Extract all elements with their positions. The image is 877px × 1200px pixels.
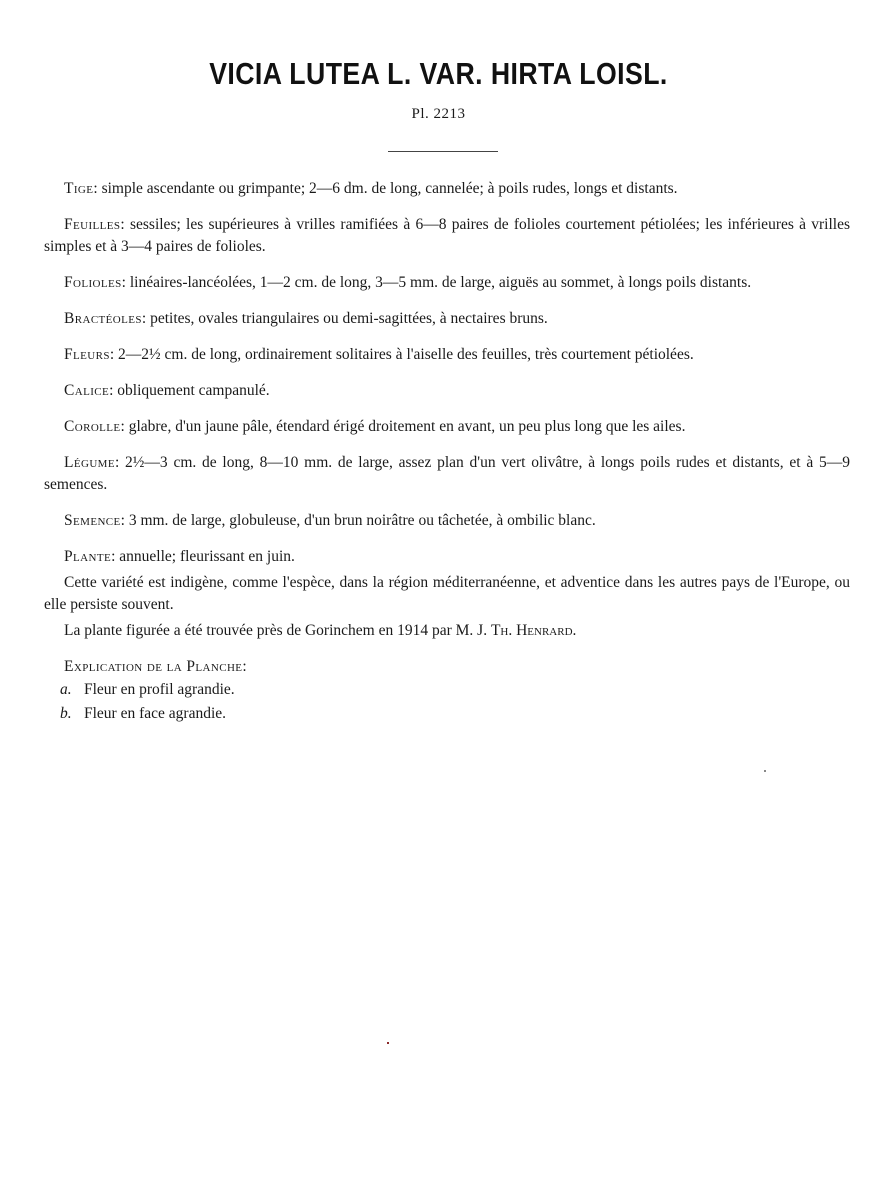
entry-text: : sessiles; les supérieures à vrilles ramifiées à 6—8 paires de folioles courtement pétiolées; les inférieures à vrilles simples et à 3—4 paires de folioles. bbox=[44, 216, 850, 255]
figure-item-b bbox=[44, 702, 850, 726]
figure-letter: a. bbox=[60, 681, 72, 698]
entry-text: : 3 mm. de large, globuleuse, d'un brun noirâtre ou tâchetée, à ombilic blanc. bbox=[120, 512, 596, 529]
entry-label: Corolle bbox=[64, 418, 121, 435]
entry-legume bbox=[44, 452, 850, 496]
entry-text: : glabre, d'un jaune pâle, étendard érigé droitement en avant, un peu plus long que les ailes. bbox=[120, 418, 686, 435]
entry-fleurs bbox=[44, 344, 850, 366]
plate-number: Pl. 2213 bbox=[411, 106, 466, 122]
entry-feuilles bbox=[44, 214, 850, 258]
entry-text: : annuelle; fleurissant en juin. bbox=[111, 548, 295, 565]
entry-label: Plante bbox=[64, 548, 112, 565]
entry-label: Calice bbox=[64, 382, 110, 399]
collector-name: Th. Henrard bbox=[490, 622, 573, 639]
paper-speck bbox=[764, 770, 766, 772]
entry-label: Folioles bbox=[64, 274, 122, 291]
entry-label: Légume bbox=[64, 454, 115, 471]
entry-tige bbox=[44, 178, 850, 200]
entry-calice bbox=[44, 380, 850, 402]
entry-label: Feuilles bbox=[64, 216, 121, 233]
entry-text: : linéaires-lancéolées, 1—2 cm. de long, 3—5 mm. de large, aiguës au sommet, à longs poils distants. bbox=[121, 274, 752, 291]
figure-caption: Fleur en profil agrandie. bbox=[84, 681, 235, 698]
description-body bbox=[44, 178, 850, 726]
entry-plante bbox=[44, 546, 850, 568]
paper-speck bbox=[387, 1042, 389, 1044]
explication-heading-text: Explication de la Planche bbox=[64, 658, 243, 675]
entry-label: Semence bbox=[64, 512, 121, 529]
collection-end: . bbox=[572, 622, 577, 639]
explication-heading bbox=[44, 656, 850, 678]
collection-text: La plante figurée a été trouvée près de Gorinchem en 1914 par M. J. bbox=[64, 622, 491, 639]
title-divider bbox=[388, 151, 498, 152]
entry-text: : petites, ovales triangulaires ou demi-sagittées, à nectaires bruns. bbox=[141, 310, 548, 327]
entry-text: : simple ascendante ou grimpante; 2—6 dm. de long, cannelée; à poils rudes, longs et distants. bbox=[93, 180, 678, 197]
page-title: VICIA LUTEA L. VAR. HIRTA LOISL. bbox=[209, 56, 668, 91]
entry-folioles bbox=[44, 272, 850, 294]
note-collection bbox=[44, 620, 850, 642]
entry-text: : obliquement campanulé. bbox=[109, 382, 270, 399]
entry-semence bbox=[44, 510, 850, 532]
entry-text: : 2½—3 cm. de long, 8—10 mm. de large, assez plan d'un vert olivâtre, à longs poils rudes et distants, et à 5—9 semences. bbox=[44, 454, 850, 493]
figure-letter: b. bbox=[60, 705, 72, 722]
entry-bracteoles bbox=[44, 308, 850, 330]
note-distribution: Cette variété est indigène, comme l'espèce, dans la région méditerranéenne, et adventice dans les autres pays de l'Europe, ou elle persiste souvent. bbox=[44, 574, 850, 613]
entry-corolle bbox=[44, 416, 850, 438]
figure-caption: Fleur en face agrandie. bbox=[84, 705, 227, 722]
entry-label: Bractéoles bbox=[64, 310, 142, 327]
entry-label: Tige bbox=[64, 180, 94, 197]
explication-heading-suffix: : bbox=[242, 658, 247, 675]
figure-item-a bbox=[44, 678, 850, 702]
entry-text: : 2—2½ cm. de long, ordinairement solitaires à l'aiselle des feuilles, très courtement pétiolées. bbox=[109, 346, 694, 363]
entry-label: Fleurs bbox=[64, 346, 110, 363]
